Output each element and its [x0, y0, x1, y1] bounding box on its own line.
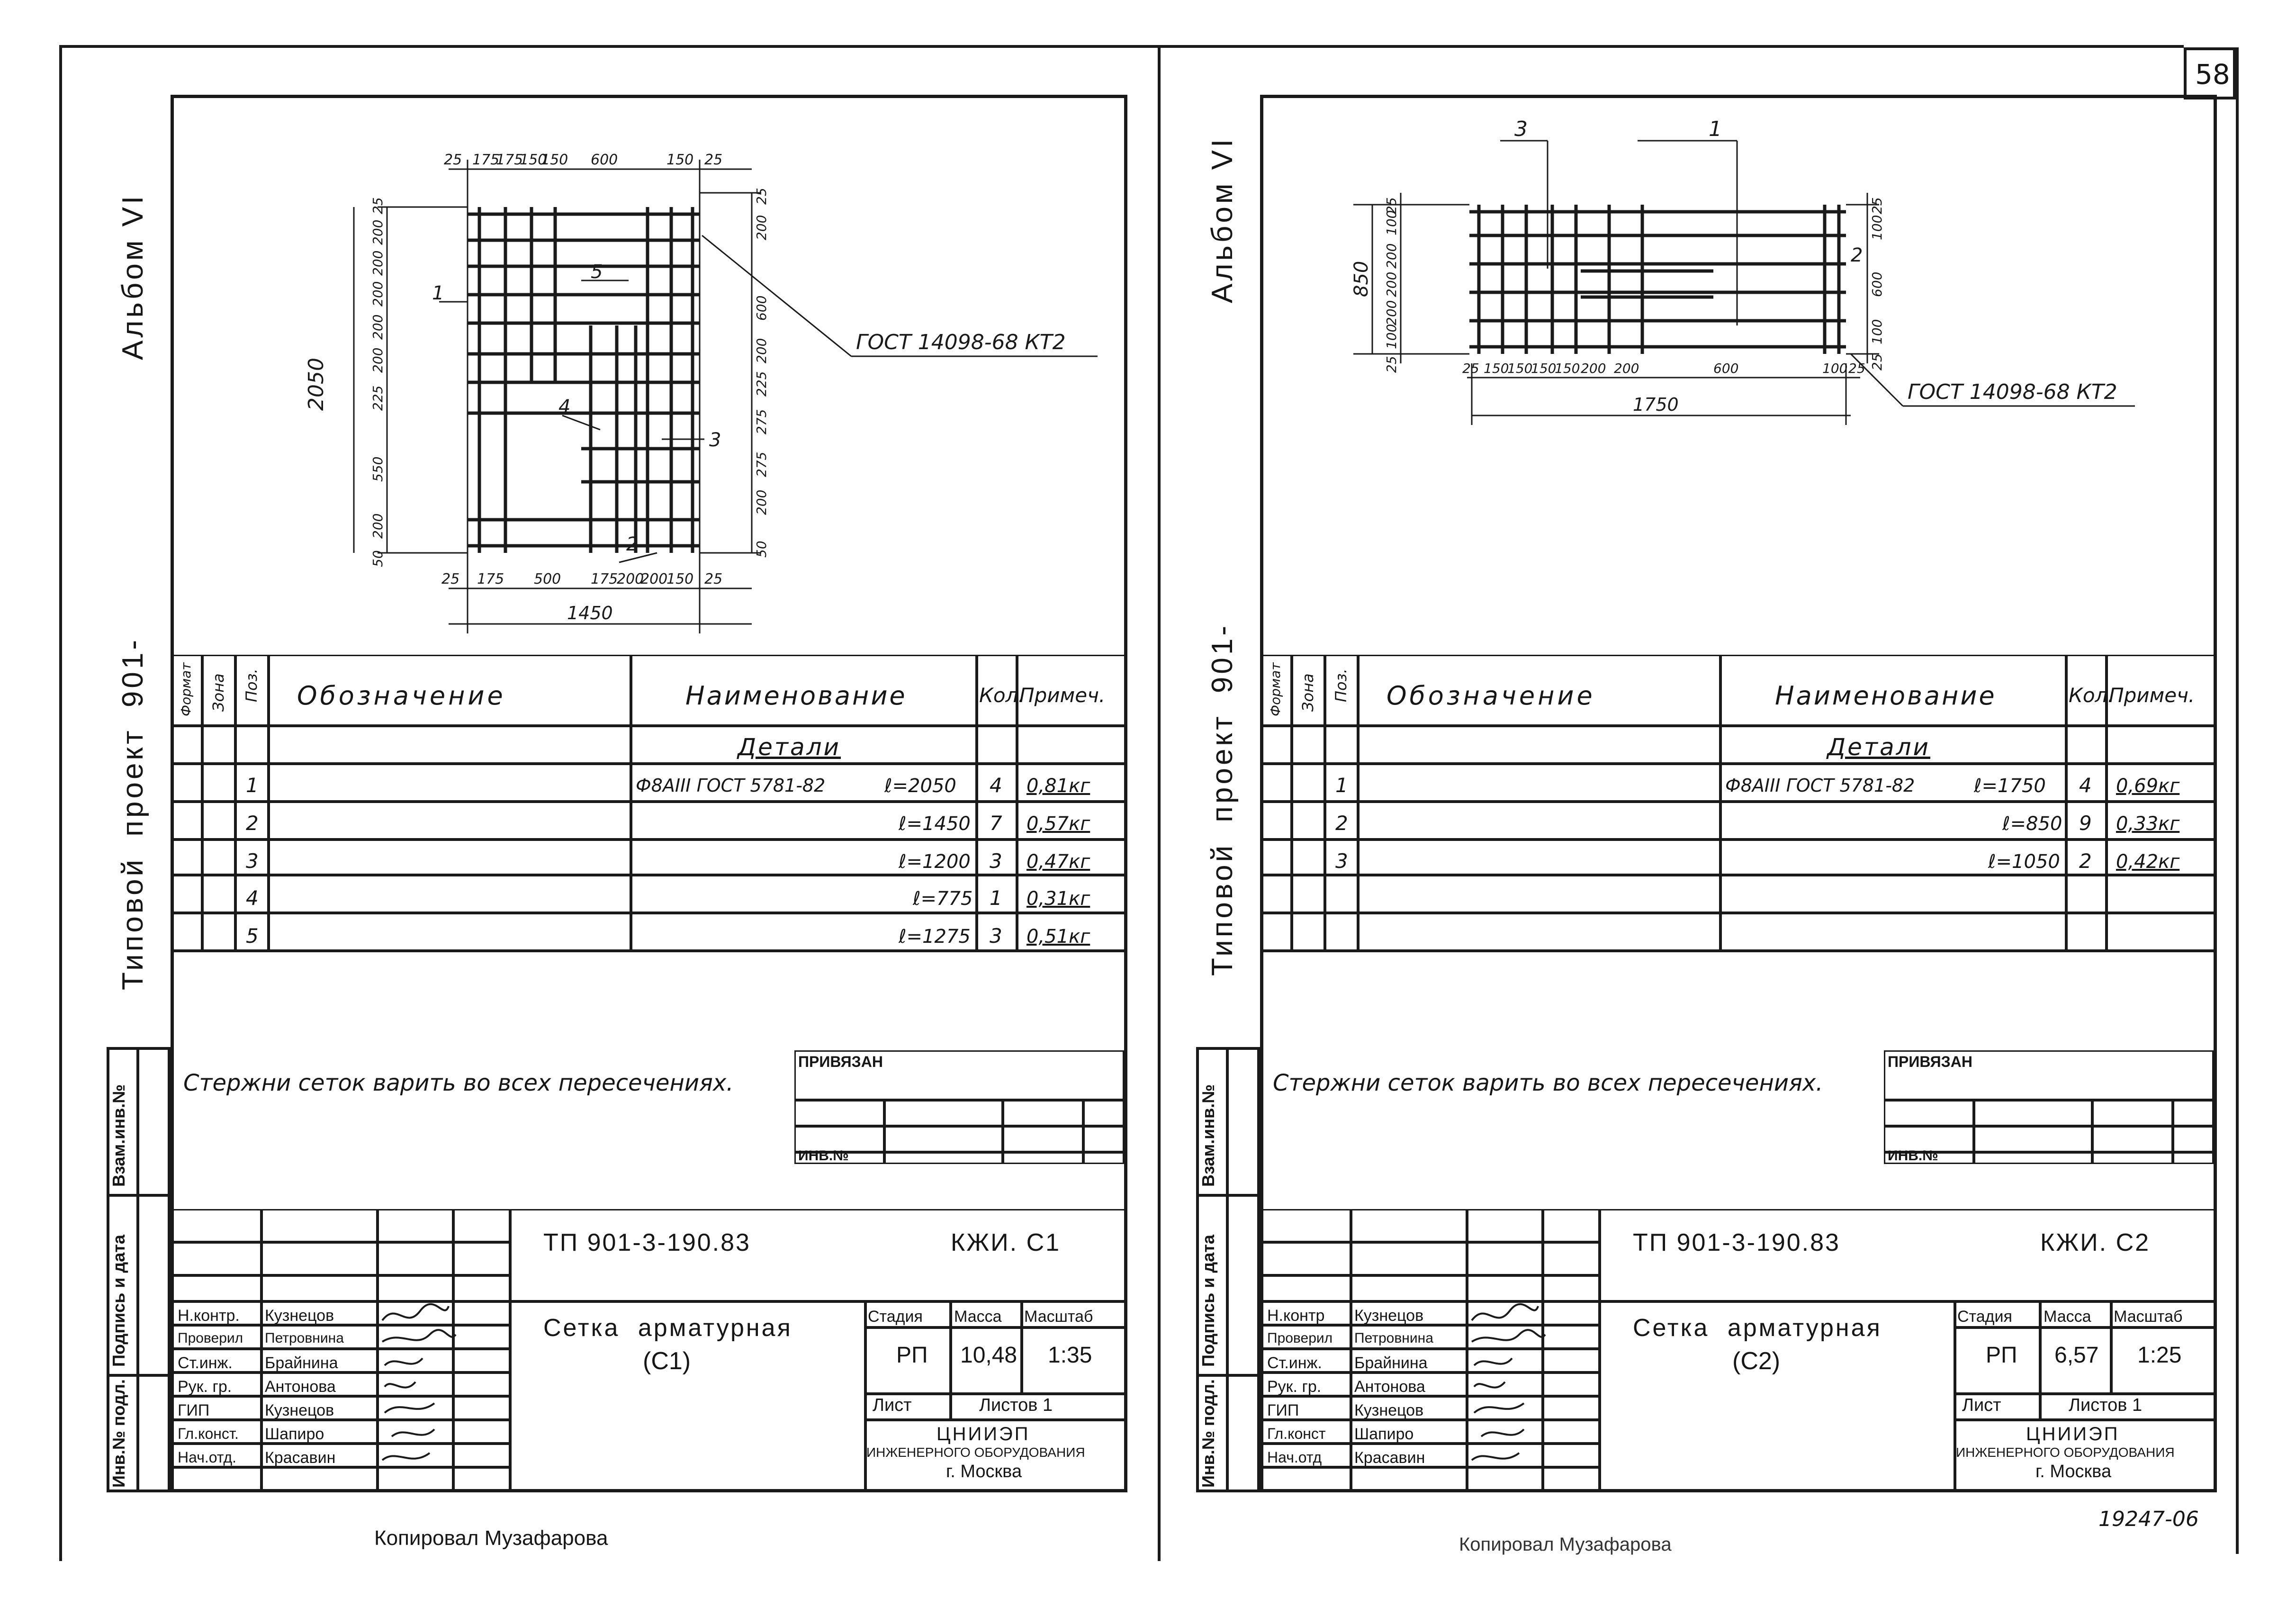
role-label: Нач.отд [1267, 1449, 1322, 1466]
spec-row-note: 0,57кг [1026, 813, 1090, 835]
svg-text:600: 600 [754, 295, 769, 321]
doc-title-line1-c1: Сетка арматурная [543, 1314, 792, 1342]
spec-row-designation: Ф8АIII ГОСТ 5781-82 [1725, 775, 1915, 796]
spec-row-name: ℓ=2050 [884, 775, 956, 797]
spec-row-pos: 2 [246, 812, 259, 835]
col-header-format: Формат [1268, 662, 1283, 716]
svg-text:200: 200 [370, 281, 386, 307]
side-strip-divider [107, 1374, 171, 1377]
side-strip-divider [1196, 1374, 1260, 1377]
svg-text:225: 225 [754, 371, 769, 397]
col-header-name: Наименование [685, 681, 907, 711]
svg-text:150: 150 [1555, 361, 1580, 376]
privyazan-label-c2: ПРИВЯЗАН [1888, 1053, 1972, 1070]
spec-row-name: ℓ=775 [913, 888, 973, 910]
spec-row-name: ℓ=1450 [899, 813, 971, 835]
svg-text:600: 600 [1713, 361, 1739, 376]
svg-text:150: 150 [520, 152, 547, 168]
col-header-format: Формат [178, 662, 194, 716]
scale-value-c1: 1:35 [1048, 1343, 1092, 1368]
svg-text:200: 200 [640, 571, 668, 587]
project-label-left: Типовой проект 901- [117, 637, 149, 990]
spec-row-designation: Ф8АIII ГОСТ 5781-82 [636, 775, 826, 796]
role-label: ГИП [1267, 1401, 1299, 1419]
spec-row-pos: 2 [1335, 812, 1348, 835]
svg-text:100: 100 [1869, 319, 1885, 344]
drawing-sheet-c2 [1260, 95, 2217, 1492]
svg-text:200: 200 [754, 338, 769, 363]
rebar-mesh-drawing-c2 [1263, 98, 2214, 667]
pos-mark-4-c1: 4 [558, 396, 571, 418]
role-label: Н.контр [1267, 1307, 1325, 1325]
total-height-c1: 2050 [304, 358, 328, 411]
spec-row-pos: 1 [1335, 774, 1348, 797]
svg-text:25: 25 [1384, 197, 1399, 214]
spec-row-qty: 4 [990, 774, 1002, 797]
signatures-c1 [378, 1301, 458, 1472]
outer-frame-right-edge [2236, 47, 2239, 1554]
side-strip-divider [1226, 1047, 1229, 1492]
side-strip-divider [1196, 1194, 1260, 1197]
col-header-note: Примеч. [2109, 684, 2195, 707]
org-name-c2: ЦНИИЭП [2026, 1424, 2120, 1445]
svg-text:25: 25 [1848, 361, 1865, 376]
svg-text:550: 550 [370, 456, 386, 482]
pos-mark-5-c1: 5 [591, 261, 603, 283]
person-name: Антонова [1354, 1378, 1425, 1396]
side-label-inv-podl: Инв.№ подл. [109, 1379, 128, 1488]
total-height-c2: 850 [1351, 261, 1372, 297]
mass-label-c2: Масса [2044, 1308, 2091, 1326]
svg-text:200: 200 [370, 250, 386, 276]
col-header-note: Примеч. [1019, 684, 1106, 707]
spec-row-name: ℓ=1200 [899, 851, 971, 873]
svg-text:200: 200 [370, 513, 386, 539]
col-header-pos: Поз. [1332, 668, 1350, 702]
sheet-label-c1: Лист [873, 1395, 912, 1415]
spec-row-pos: 3 [246, 849, 259, 873]
svg-text:200: 200 [754, 489, 769, 515]
svg-text:25: 25 [1462, 361, 1479, 376]
svg-text:175: 175 [477, 571, 504, 587]
spec-row-name: ℓ=1275 [899, 926, 971, 948]
person-name: Кузнецов [265, 1307, 334, 1325]
svg-text:50: 50 [370, 550, 386, 567]
doc-mark-c1: КЖИ. С1 [951, 1229, 1061, 1256]
sheet-label-c2: Лист [1962, 1395, 2001, 1415]
person-name: Шапиро [1354, 1425, 1414, 1443]
svg-text:100: 100 [1869, 215, 1885, 240]
svg-text:25: 25 [704, 152, 723, 168]
role-label: Гл.конст. [178, 1425, 239, 1442]
drawing-sheet-c1 [171, 95, 1127, 1492]
person-name: Антонова [265, 1378, 336, 1396]
gost-label-c1: ГОСТ 14098-68 КТ2 [856, 330, 1066, 354]
spec-row-note: 0,42кг [2116, 851, 2180, 873]
person-name: Кузнецов [1354, 1307, 1424, 1325]
side-strip-divider [107, 1194, 171, 1197]
mass-value-c2: 6,57 [2054, 1343, 2099, 1368]
copy-note-left: Копировал Музафарова [374, 1526, 608, 1550]
svg-text:25: 25 [1869, 353, 1885, 370]
page-number-box [2184, 47, 2236, 99]
pos-mark-1-c1: 1 [432, 282, 444, 304]
svg-text:175: 175 [591, 571, 618, 587]
doc-mark-c2: КЖИ. С2 [2040, 1229, 2151, 1256]
svg-text:100: 100 [1384, 210, 1399, 235]
svg-text:200: 200 [370, 347, 386, 373]
svg-text:600: 600 [1869, 271, 1885, 297]
role-label: Рук. гр. [178, 1378, 232, 1396]
role-label: Нач.отд. [178, 1449, 237, 1466]
stage-value-c1: РП [896, 1343, 928, 1368]
svg-text:200: 200 [754, 215, 769, 240]
svg-text:275: 275 [754, 451, 769, 477]
svg-text:200: 200 [1581, 361, 1606, 376]
mass-value-c1: 10,48 [960, 1343, 1017, 1368]
welding-note-c1: Стержни сеток варить во всех пересечениях. [183, 1070, 734, 1096]
svg-text:500: 500 [534, 571, 561, 587]
svg-text:150: 150 [541, 152, 568, 168]
side-label-zam-inv: Взам.инв.№ [1198, 1084, 1218, 1187]
spec-row-name: ℓ=1750 [1974, 775, 2046, 797]
svg-text:600: 600 [591, 152, 618, 168]
svg-text:200: 200 [617, 571, 644, 587]
project-label-right: Типовой проект 901- [1206, 623, 1239, 976]
svg-text:150: 150 [1484, 361, 1509, 376]
col-header-pos: Поз. [243, 668, 261, 702]
copy-note-right: Копировал Музафарова [1459, 1534, 1672, 1555]
person-name: Брайнина [265, 1354, 338, 1372]
svg-text:200: 200 [1384, 300, 1399, 325]
svg-text:150: 150 [1531, 361, 1557, 376]
stage-label-c2: Стадия [1957, 1308, 2012, 1326]
spec-row-name: ℓ=1050 [1988, 851, 2060, 873]
role-label: Ст.инж. [1267, 1354, 1322, 1372]
svg-text:200: 200 [1384, 243, 1399, 269]
spec-row-note: 0,51кг [1026, 926, 1090, 948]
person-name: Красавин [265, 1449, 336, 1467]
svg-text:25: 25 [754, 188, 769, 205]
mass-label-c1: Масса [954, 1308, 1002, 1326]
col-header-zone: Зона [1299, 673, 1317, 712]
doc-title-line1-c2: Сетка арматурная [1633, 1314, 1882, 1342]
section-title-c1: Детали [738, 733, 841, 761]
spec-row-name: ℓ=850 [2002, 813, 2062, 835]
pos-mark-3-c1: 3 [709, 429, 721, 451]
person-name: Красавин [1354, 1449, 1425, 1467]
svg-text:50: 50 [754, 541, 769, 558]
total-width-c1: 1450 [567, 603, 613, 623]
col-header-designation: Обозначение [1387, 681, 1595, 711]
svg-text:200: 200 [370, 219, 386, 245]
svg-text:25: 25 [704, 571, 723, 587]
col-header-zone: Зона [209, 673, 227, 712]
spec-row-qty: 3 [990, 849, 1002, 873]
svg-text:225: 225 [370, 385, 386, 411]
role-label: ГИП [178, 1401, 210, 1419]
svg-text:175: 175 [472, 152, 500, 168]
person-name: Кузнецов [1354, 1401, 1424, 1419]
svg-text:200: 200 [1384, 271, 1399, 297]
section-title-c2: Детали [1827, 733, 1931, 761]
svg-text:25: 25 [1869, 197, 1885, 214]
sheets-label-c2: Листов 1 [2069, 1395, 2143, 1415]
spec-row-note: 0,69кг [2116, 775, 2180, 797]
spec-row-qty: 2 [2079, 849, 2092, 873]
spec-row-qty: 3 [990, 924, 1002, 948]
spec-row-pos: 1 [246, 774, 259, 797]
svg-text:275: 275 [754, 409, 769, 434]
svg-text:25: 25 [441, 571, 460, 587]
doc-title-line2-c1: (С1) [643, 1347, 691, 1375]
pos-mark-3-c2: 3 [1514, 117, 1528, 141]
welding-note-c2: Стержни сеток варить во всех пересечениях. [1273, 1070, 1823, 1096]
side-label-signature-date: Подпись и дата [109, 1235, 128, 1367]
side-label-zam-inv: Взам.инв.№ [109, 1084, 128, 1187]
sheets-label-c1: Листов 1 [979, 1395, 1053, 1415]
pos-mark-2-c1: 2 [626, 533, 639, 555]
spec-row-qty: 9 [2079, 812, 2092, 835]
gost-label-c2: ГОСТ 14098-68 КТ2 [1908, 380, 2117, 404]
spec-row-qty: 1 [990, 886, 1002, 910]
org-name-c1: ЦНИИЭП [936, 1424, 1030, 1445]
inv-no-label-c2: ИНВ.№ [1888, 1148, 1938, 1164]
spec-row-qty: 7 [990, 812, 1002, 835]
person-name: Брайнина [1354, 1354, 1428, 1372]
pos-mark-1-c2: 1 [1709, 117, 1722, 141]
doc-title-line2-c2: (С2) [1732, 1347, 1781, 1375]
svg-text:100: 100 [1384, 324, 1399, 349]
side-label-signature-date: Подпись и дата [1198, 1235, 1218, 1367]
person-name: Петровнина [265, 1330, 344, 1346]
pos-mark-2-c2: 2 [1851, 244, 1863, 266]
col-header-qty: Кол. [979, 684, 1025, 707]
org-subtitle-c1: ИНЖЕНЕРНОГО ОБОРУДОВАНИЯ [866, 1445, 1085, 1460]
rebar-mesh-drawing-c1 [174, 98, 1124, 667]
privyazan-label-c1: ПРИВЯЗАН [798, 1053, 883, 1070]
role-label: Н.контр. [178, 1307, 240, 1325]
person-name: Петровнина [1354, 1330, 1433, 1346]
stage-label-c1: Стадия [868, 1308, 923, 1326]
spec-table-grid-c1 [174, 655, 1124, 1072]
total-width-c2: 1750 [1633, 394, 1679, 415]
spec-row-note: 0,33кг [2116, 813, 2180, 835]
svg-text:200: 200 [370, 314, 386, 340]
spec-table-grid-c2 [1263, 655, 2214, 1072]
page-number: 58 [2195, 58, 2230, 90]
scale-label-c1: Масштаб [1024, 1308, 1093, 1326]
side-strip-divider [136, 1047, 139, 1492]
person-name: Шапиро [265, 1425, 324, 1443]
svg-text:100: 100 [1822, 361, 1848, 376]
spec-row-qty: 4 [2079, 774, 2092, 797]
album-label-right: Альбом VI [1206, 136, 1239, 303]
role-label: Ст.инж. [178, 1354, 233, 1372]
col-header-name: Наименование [1775, 681, 1997, 711]
org-city-c2: г. Москва [2035, 1462, 2112, 1481]
role-label: Проверил [1267, 1330, 1333, 1346]
svg-text:25: 25 [1384, 356, 1399, 373]
signatures-c2 [1467, 1301, 1548, 1472]
role-label: Рук. гр. [1267, 1378, 1322, 1396]
svg-text:175: 175 [496, 152, 523, 168]
svg-text:25: 25 [370, 197, 386, 214]
spec-row-note: 0,31кг [1026, 888, 1090, 910]
spec-row-pos: 5 [246, 924, 259, 948]
svg-text:150: 150 [666, 152, 694, 168]
person-name: Кузнецов [265, 1401, 334, 1419]
doc-code-c1: ТП 901-3-190.83 [543, 1229, 751, 1256]
col-header-designation: Обозначение [297, 681, 506, 711]
spec-row-pos: 3 [1335, 849, 1348, 873]
stage-value-c2: РП [1986, 1343, 2017, 1368]
spec-row-note: 0,47кг [1026, 851, 1090, 873]
svg-text:200: 200 [1614, 361, 1639, 376]
svg-text:150: 150 [1507, 361, 1533, 376]
col-header-qty: Кол. [2069, 684, 2114, 707]
album-label-left: Альбом VI [117, 193, 149, 360]
svg-text:150: 150 [666, 571, 694, 587]
svg-text:25: 25 [444, 152, 462, 168]
inv-no-label-c1: ИНВ.№ [798, 1148, 849, 1164]
side-label-inv-podl: Инв.№ подл. [1198, 1379, 1218, 1488]
org-city-c1: г. Москва [946, 1462, 1022, 1481]
spec-row-pos: 4 [246, 886, 259, 910]
role-label: Проверил [178, 1330, 243, 1346]
scale-label-c2: Масштаб [2114, 1308, 2183, 1326]
scale-value-c2: 1:25 [2137, 1343, 2182, 1368]
role-label: Гл.конст [1267, 1425, 1326, 1442]
doc-code-c2: ТП 901-3-190.83 [1633, 1229, 1840, 1256]
archive-number: 19247-06 [2098, 1507, 2199, 1531]
org-subtitle-c2: ИНЖЕНЕРНОГО ОБОРУДОВАНИЯ [1956, 1445, 2175, 1460]
spec-row-note: 0,81кг [1026, 775, 1090, 797]
